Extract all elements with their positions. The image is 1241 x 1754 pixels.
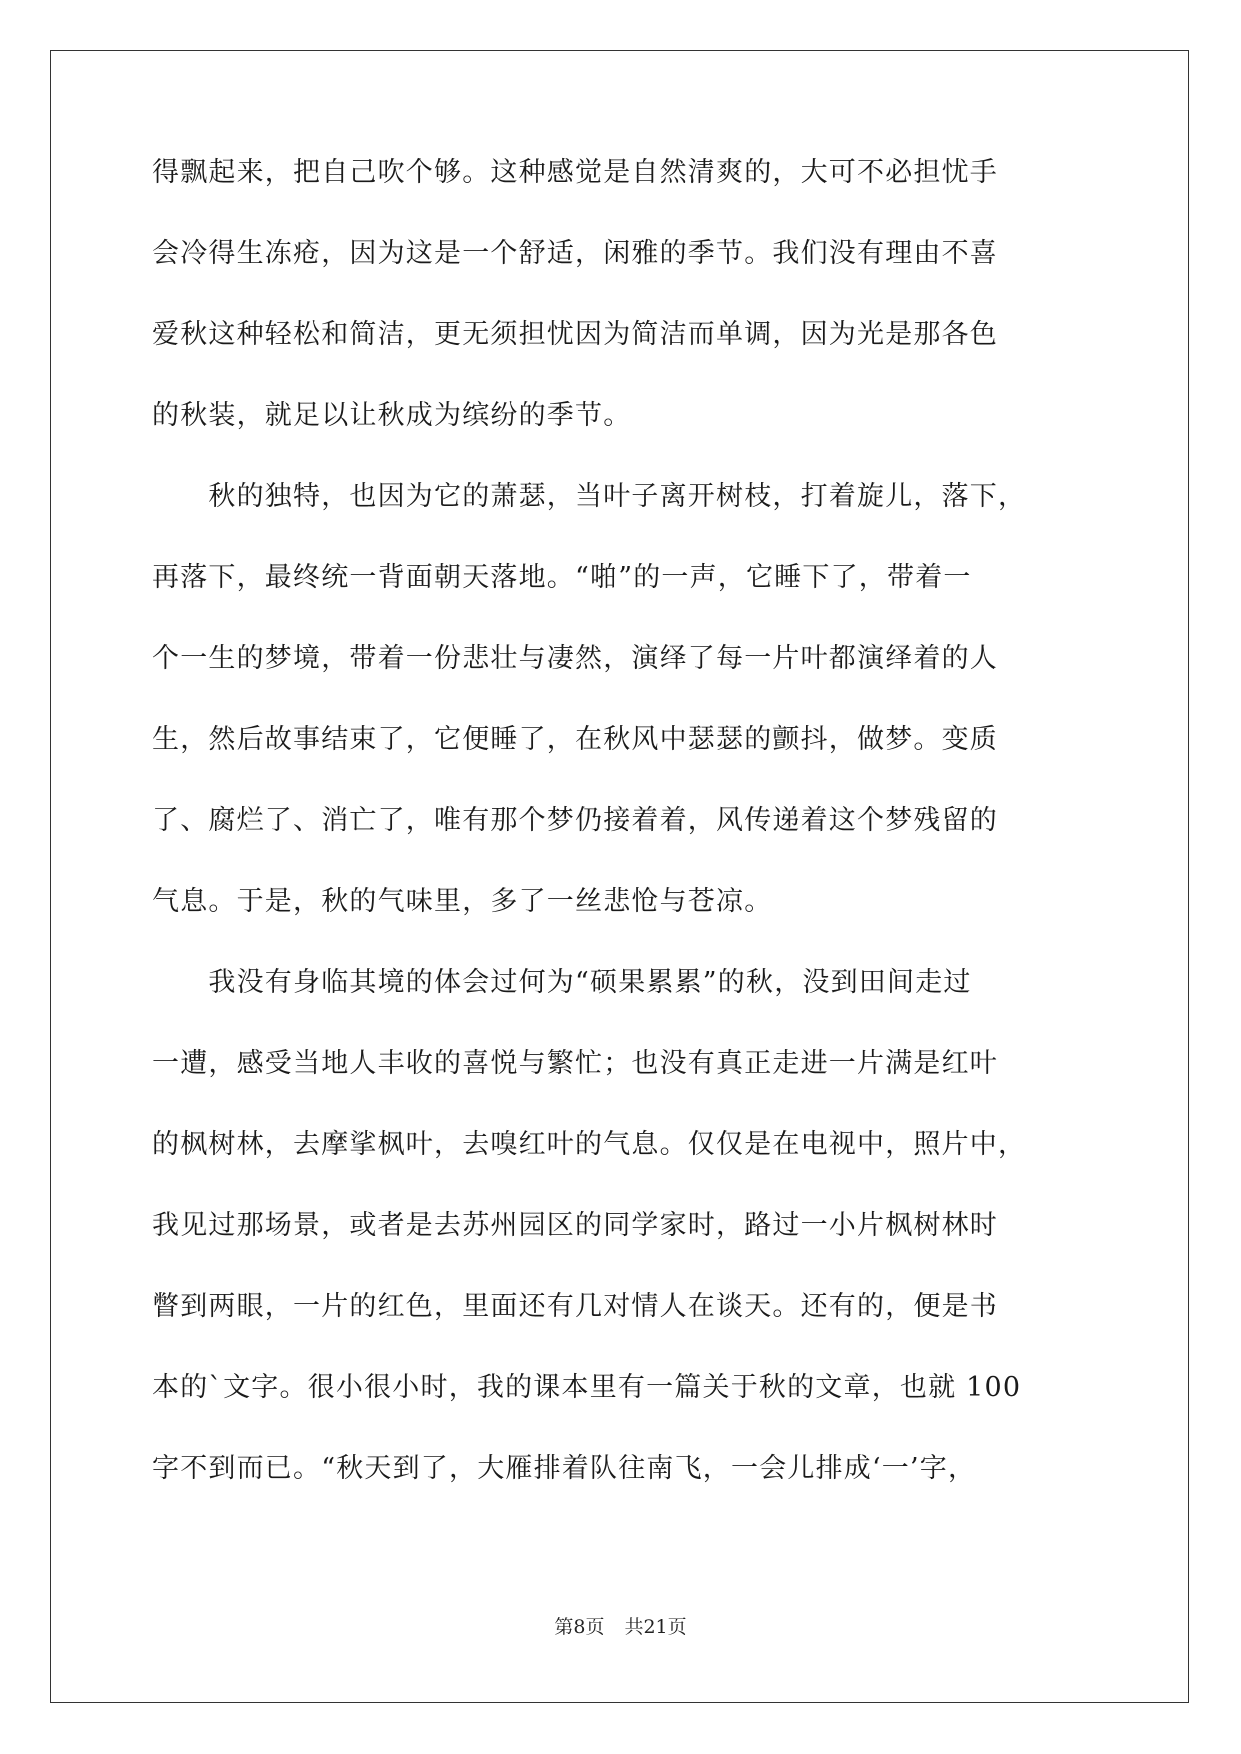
text-line-15: 瞥到两眼，一片的红色，里面还有几对情人在谈天。还有的，便是书 <box>152 1291 998 1322</box>
text-line-1: 得飘起来，把自己吹个够。这种感觉是自然清爽的，大可不必担忧手 <box>152 157 998 188</box>
text-line-2: 会冷得生冻疮，因为这是一个舒适，闲雅的季节。我们没有理由不喜 <box>152 238 998 269</box>
text-line-14: 我见过那场景，或者是去苏州园区的同学家时，路过一小片枫树林时 <box>152 1210 998 1241</box>
text-line-16: 本的`文字。很小很小时，我的课本里有一篇关于秋的文章，也就 100 <box>152 1372 1022 1403</box>
text-line-13: 的枫树林，去摩挲枫叶，去嗅红叶的气息。仅仅是在电视中，照片中， <box>152 1129 1027 1160</box>
text-line-4: 的秋装，就足以让秋成为缤纷的季节。 <box>152 400 632 431</box>
text-line-7: 个一生的梦境，带着一份悲壮与凄然，演绎了每一片叶都演绎着的人 <box>152 643 998 674</box>
text-line-9: 了、腐烂了、消亡了，唯有那个梦仍接着着，风传递着这个梦残留的 <box>152 805 998 836</box>
text-line-10: 气息。于是，秋的气味里，多了一丝悲怆与苍凉。 <box>152 886 773 917</box>
page-number-current: 第8页 <box>554 1616 605 1638</box>
text-line-6: 再落下，最终统一背面朝天落地。“啪”的一声，它睡下了，带着一 <box>152 562 972 593</box>
text-line-3: 爱秋这种轻松和简洁，更无须担忧因为简洁而单调，因为光是那各色 <box>152 319 998 350</box>
text-line-8: 生，然后故事结束了，它便睡了，在秋风中瑟瑟的颤抖，做梦。变质 <box>152 724 998 755</box>
page-number-total: 共21页 <box>624 1616 687 1638</box>
text-line-11: 我没有身临其境的体会过何为“硕果累累”的秋，没到田间走过 <box>152 967 972 998</box>
page-footer <box>0 1612 1241 1639</box>
text-line-12: 一遭，感受当地人丰收的喜悦与繁忙；也没有真正走进一片满是红叶 <box>152 1048 998 1079</box>
text-line-5: 秋的独特，也因为它的萧瑟，当叶子离开树枝，打着旋儿，落下， <box>152 481 1027 512</box>
text-line-17: 字不到而已。“秋天到了，大雁排着队往南飞，一会儿排成‘一’字， <box>152 1453 977 1484</box>
body-text <box>152 158 1092 1509</box>
